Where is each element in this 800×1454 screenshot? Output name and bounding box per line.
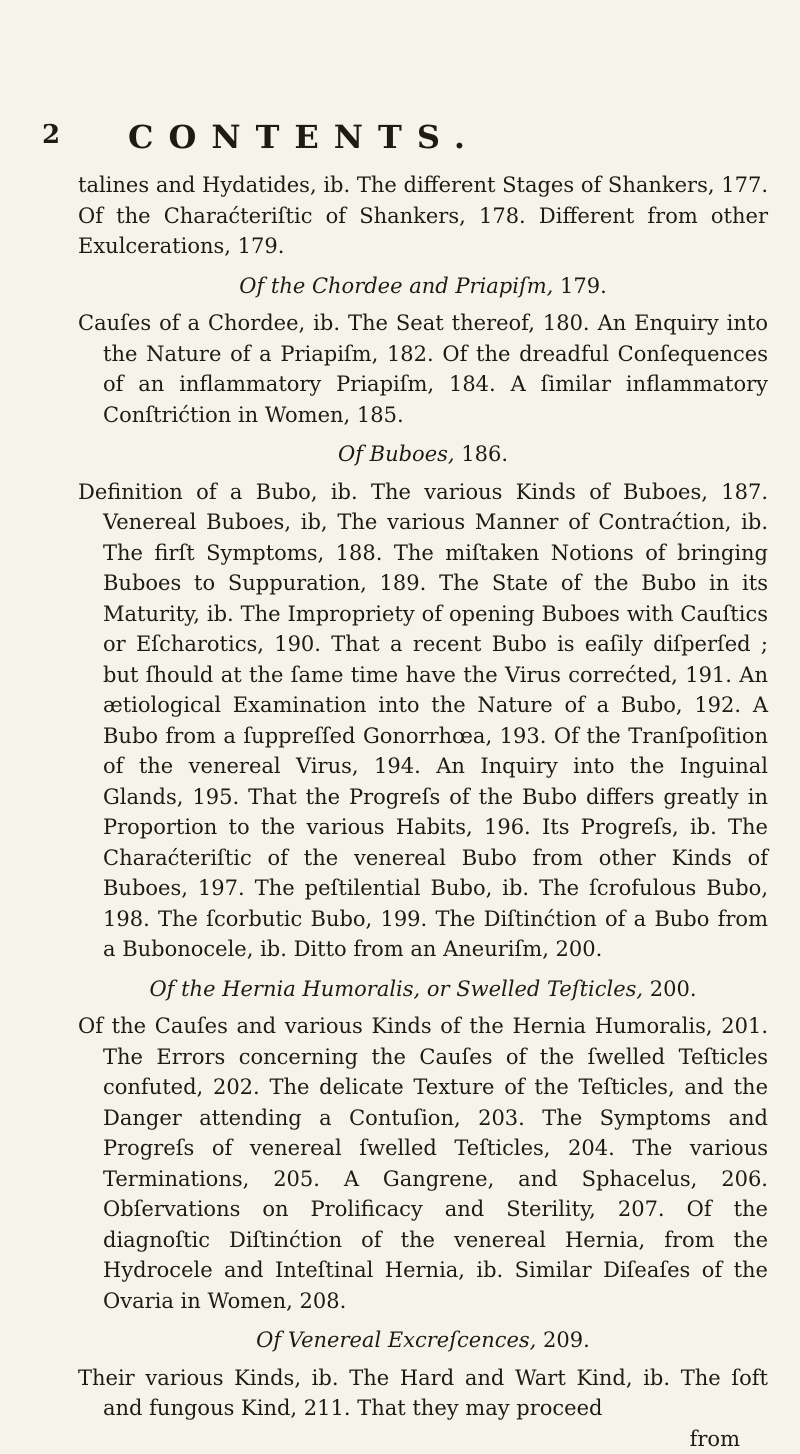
section-page: 209.: [536, 1328, 589, 1352]
continued-paragraph: talines and Hydatides, ib. The different Stages of Shankers, 177. Of the Charaćteriſtic of Shankers, 178. Different from other Exulcerations, 179.: [78, 170, 768, 262]
catchword: from: [78, 1424, 768, 1454]
section-title: Of Buboes,: [338, 442, 455, 466]
section-heading-hernia: [78, 974, 768, 1005]
section-page: 179.: [553, 274, 606, 298]
section-heading-excrescences: [78, 1325, 768, 1356]
section-title: Of Venereal Excreſcences,: [256, 1328, 536, 1352]
section-heading-buboes: [78, 439, 768, 470]
page-header: [0, 118, 800, 158]
contents-body: [78, 170, 768, 1454]
section-title: Of the Chordee and Priapiſm,: [239, 274, 553, 298]
section-entry-chordee: Cauſes of a Chordee, ib. The Seat thereof, 180. An Enquiry into the Nature of a Priapiſm, 182. Of the dreadful Conſequences of an inflammatory Priapiſm, 184. A ſimilar inflammatory Conſtrićtion in Women, 185.: [78, 308, 768, 430]
section-page: 186.: [455, 442, 508, 466]
section-heading-chordee: [78, 271, 768, 302]
page-number: 2: [42, 120, 60, 150]
section-entry-hernia: Of the Cauſes and various Kinds of the Hernia Humoralis, 201. The Errors concerning the Cauſes of the ſwelled Teſticles confuted, 202. The delicate Texture of the Teſticles, and the Danger attending a Contuſion, 203. The Symptoms and Progreſs of venereal ſwelled Teſticles, 204. The various Terminations, 205. A Gangrene, and Sphacelus, 206. Obſervations on Prolificacy and Sterility, 207. Of the diagnoſtic Diſtinćtion of the venereal Hernia, from the Hydrocele and Inteſtinal Hernia, ib. Similar Diſeaſes of the Ovaria in Women, 208.: [78, 1011, 768, 1316]
section-entry-excrescences: Their various Kinds, ib. The Hard and Wart Kind, ib. The ſoft and fungous Kind, 211. That they may proceed: [78, 1363, 768, 1424]
section-entry-buboes: Definition of a Bubo, ib. The various Kinds of Buboes, 187. Venereal Buboes, ib, The various Manner of Contraćtion, ib. The firſt Symptoms, 188. The miſtaken Notions of bringing Buboes to Suppuration, 189. The State of the Bubo in its Maturity, ib. The Impropriety of opening Buboes with Cauſtics or Eſcharotics, 190. That a recent Bubo is eaſily diſperſed ; but ſhould at the ſame time have the Virus correćted, 191. An ætiological Examination into the Nature of a Bubo, 192. A Bubo from a ſuppreſſed Gonorrhœa, 193. Of the Tranſpoſition of the venereal Virus, 194. An Inquiry into the Inguinal Glands, 195. That the Progreſs of the Bubo differs greatly in Proportion to the various Habits, 196. Its Progreſs, ib. The Charaćteriſtic of the venereal Bubo from other Kinds of Buboes, 197. The peſtilential Bubo, ib. The ſcrofulous Bubo, 198. The ſcorbutic Bubo, 199. The Diſtinćtion of a Bubo from a Bubonocele, ib. Ditto from an Aneuriſm, 200.: [78, 477, 768, 965]
section-title: Of the Hernia Humoralis, or Swelled Teſticles,: [149, 977, 643, 1001]
running-title: CONTENTS.: [128, 118, 480, 156]
section-page: 200.: [643, 977, 696, 1001]
